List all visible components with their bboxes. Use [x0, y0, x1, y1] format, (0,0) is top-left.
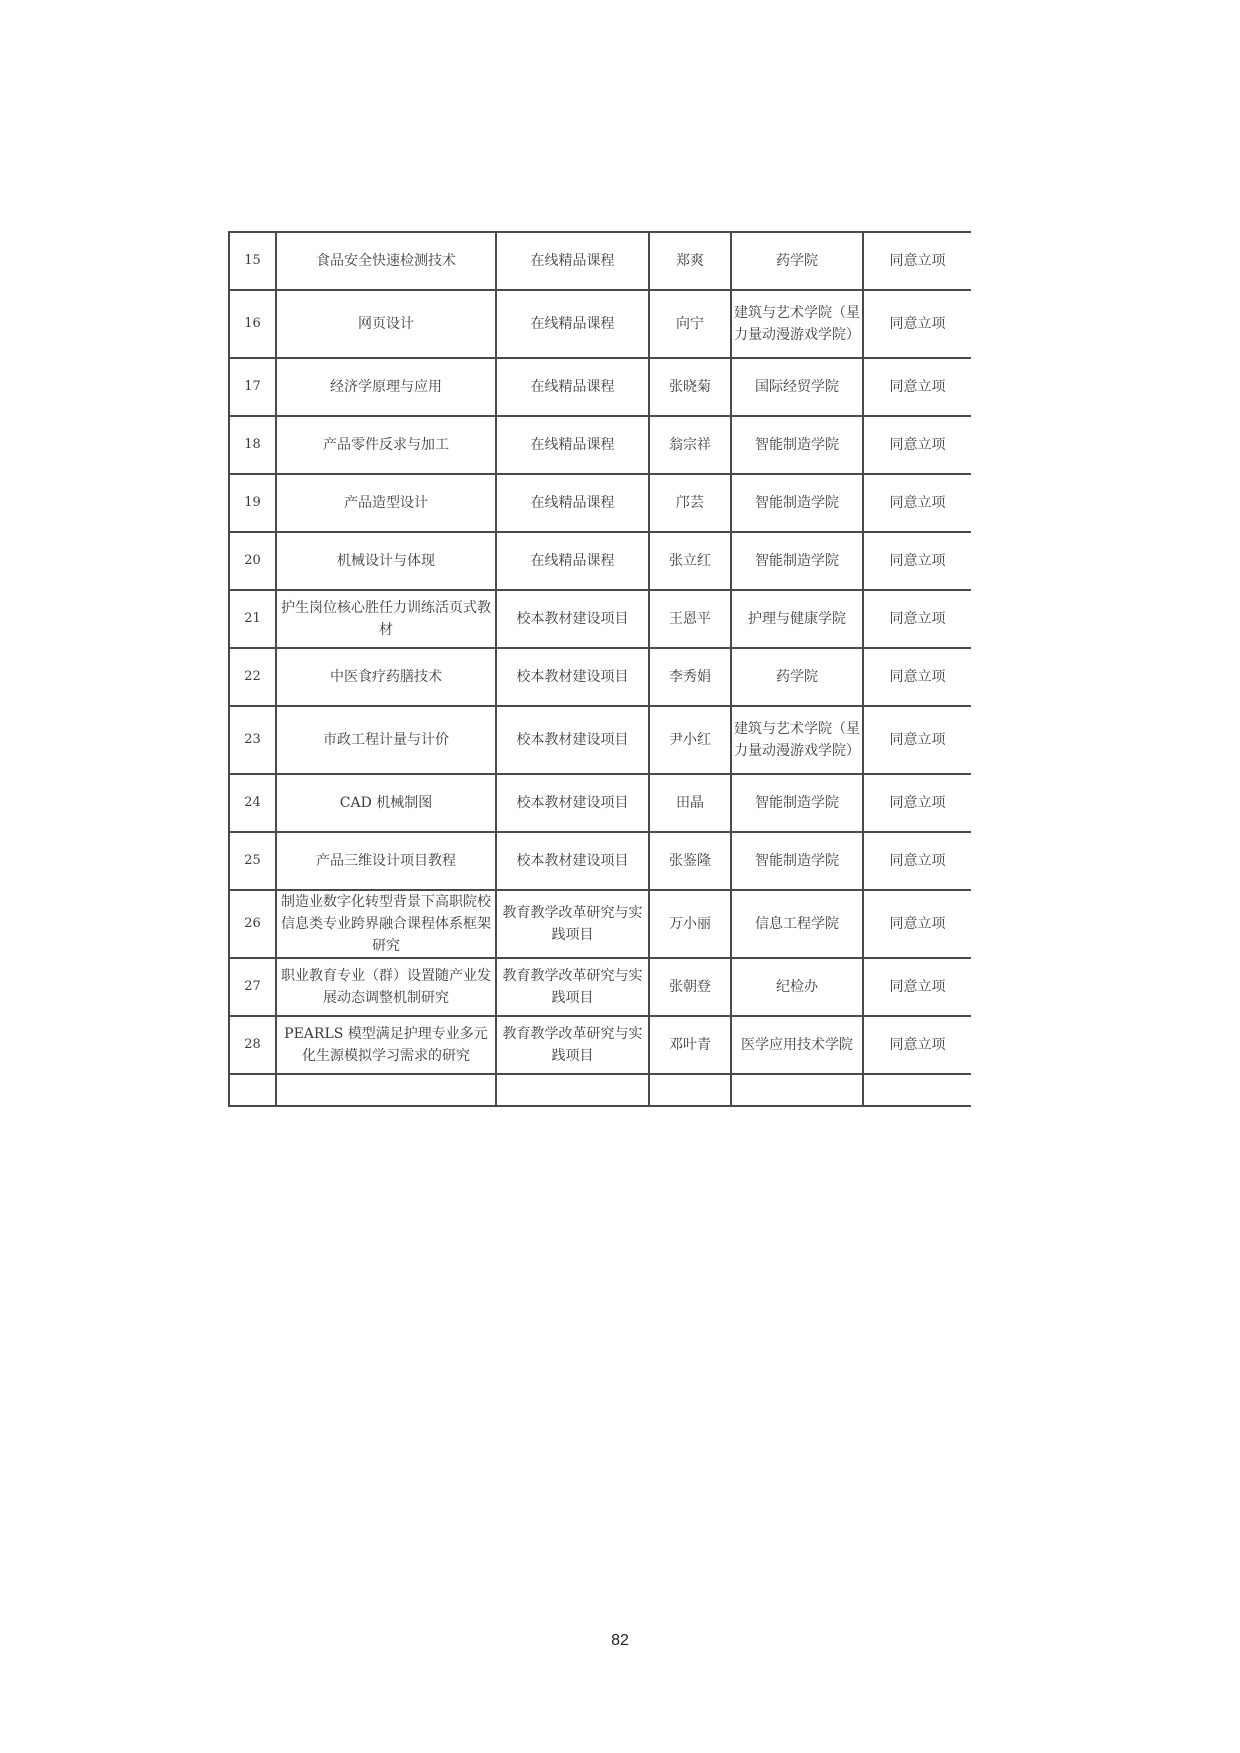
cell-leader: 张鉴隆	[649, 832, 731, 890]
cell-number: 19	[229, 474, 276, 532]
cutoff-cell	[496, 1074, 649, 1106]
cell-number: 21	[229, 590, 276, 648]
table-body	[229, 232, 971, 1106]
cell-department: 建筑与艺术学院（星力量动漫游戏学院）	[731, 706, 863, 774]
page-number: 82	[611, 1632, 629, 1649]
table-row	[229, 774, 971, 832]
cell-result: 同意立项	[863, 474, 971, 532]
cell-project-type: 在线精品课程	[496, 232, 649, 290]
cell-leader: 张立红	[649, 532, 731, 590]
cutoff-cell	[863, 1074, 971, 1106]
table-row	[229, 474, 971, 532]
table-row	[229, 532, 971, 590]
cell-leader: 尹小红	[649, 706, 731, 774]
cell-leader: 万小丽	[649, 890, 731, 958]
table-row	[229, 890, 971, 958]
cell-project-name: CAD 机械制图	[276, 774, 496, 832]
cell-number: 26	[229, 890, 276, 958]
cell-department: 药学院	[731, 648, 863, 706]
cell-leader: 李秀娟	[649, 648, 731, 706]
cell-leader: 张晓菊	[649, 358, 731, 416]
cell-leader: 王恩平	[649, 590, 731, 648]
cell-project-name: 产品零件反求与加工	[276, 416, 496, 474]
table-row	[229, 590, 971, 648]
cutoff-cell	[649, 1074, 731, 1106]
cell-project-type: 在线精品课程	[496, 290, 649, 358]
cell-project-type: 教育教学改革研究与实践项目	[496, 890, 649, 958]
cell-project-name: 护生岗位核心胜任力训练活页式教材	[276, 590, 496, 648]
cell-number: 20	[229, 532, 276, 590]
cell-result: 同意立项	[863, 774, 971, 832]
cell-number: 25	[229, 832, 276, 890]
table-row	[229, 648, 971, 706]
cell-project-type: 在线精品课程	[496, 474, 649, 532]
cell-project-type: 教育教学改革研究与实践项目	[496, 958, 649, 1016]
cell-number: 15	[229, 232, 276, 290]
cell-project-name: 机械设计与体现	[276, 532, 496, 590]
table-row	[229, 832, 971, 890]
cutoff-cell	[229, 1074, 276, 1106]
cell-result: 同意立项	[863, 958, 971, 1016]
project-table-container	[228, 231, 971, 1107]
cell-project-type: 校本教材建设项目	[496, 774, 649, 832]
table-row	[229, 358, 971, 416]
cell-number: 27	[229, 958, 276, 1016]
cell-project-type: 校本教材建设项目	[496, 590, 649, 648]
cell-department: 药学院	[731, 232, 863, 290]
cell-project-name: 经济学原理与应用	[276, 358, 496, 416]
cell-project-name: PEARLS 模型满足护理专业多元化生源模拟学习需求的研究	[276, 1016, 496, 1074]
cell-department: 智能制造学院	[731, 416, 863, 474]
cell-project-name: 食品安全快速检测技术	[276, 232, 496, 290]
cell-number: 28	[229, 1016, 276, 1074]
cell-result: 同意立项	[863, 416, 971, 474]
cell-department: 信息工程学院	[731, 890, 863, 958]
cell-result: 同意立项	[863, 290, 971, 358]
cell-leader: 郑爽	[649, 232, 731, 290]
cell-project-name: 网页设计	[276, 290, 496, 358]
cell-project-type: 在线精品课程	[496, 358, 649, 416]
cell-result: 同意立项	[863, 232, 971, 290]
table-row	[229, 232, 971, 290]
cell-leader: 翁宗祥	[649, 416, 731, 474]
cell-result: 同意立项	[863, 832, 971, 890]
cell-leader: 邝芸	[649, 474, 731, 532]
cell-number: 23	[229, 706, 276, 774]
cell-department: 纪检办	[731, 958, 863, 1016]
project-approval-table	[228, 231, 971, 1107]
cell-leader: 田晶	[649, 774, 731, 832]
cell-department: 医学应用技术学院	[731, 1016, 863, 1074]
cell-number: 22	[229, 648, 276, 706]
cell-project-name: 中医食疗药膳技术	[276, 648, 496, 706]
cell-leader: 邓叶青	[649, 1016, 731, 1074]
table-row	[229, 416, 971, 474]
cell-number: 24	[229, 774, 276, 832]
cell-department: 护理与健康学院	[731, 590, 863, 648]
cell-project-type: 教育教学改革研究与实践项目	[496, 1016, 649, 1074]
cell-project-name: 产品造型设计	[276, 474, 496, 532]
cell-department: 智能制造学院	[731, 532, 863, 590]
cell-project-type: 校本教材建设项目	[496, 648, 649, 706]
cell-department: 智能制造学院	[731, 474, 863, 532]
table-row-cutoff	[229, 1074, 971, 1106]
cell-result: 同意立项	[863, 532, 971, 590]
cell-number: 18	[229, 416, 276, 474]
table-row	[229, 290, 971, 358]
cutoff-cell	[731, 1074, 863, 1106]
cutoff-cell	[276, 1074, 496, 1106]
cell-result: 同意立项	[863, 1016, 971, 1074]
cell-result: 同意立项	[863, 358, 971, 416]
cell-number: 16	[229, 290, 276, 358]
cell-department: 智能制造学院	[731, 774, 863, 832]
table-row	[229, 958, 971, 1016]
cell-project-type: 校本教材建设项目	[496, 832, 649, 890]
cell-project-type: 校本教材建设项目	[496, 706, 649, 774]
cell-project-name: 市政工程计量与计价	[276, 706, 496, 774]
cell-project-name: 职业教育专业（群）设置随产业发展动态调整机制研究	[276, 958, 496, 1016]
cell-result: 同意立项	[863, 706, 971, 774]
cell-result: 同意立项	[863, 890, 971, 958]
cell-project-name: 制造业数字化转型背景下高职院校信息类专业跨界融合课程体系框架研究	[276, 890, 496, 958]
cell-result: 同意立项	[863, 648, 971, 706]
cell-project-type: 在线精品课程	[496, 532, 649, 590]
table-row	[229, 1016, 971, 1074]
table-row	[229, 706, 971, 774]
cell-leader: 张朝登	[649, 958, 731, 1016]
cell-department: 国际经贸学院	[731, 358, 863, 416]
cell-result: 同意立项	[863, 590, 971, 648]
cell-department: 建筑与艺术学院（星力量动漫游戏学院）	[731, 290, 863, 358]
cell-department: 智能制造学院	[731, 832, 863, 890]
cell-leader: 向宁	[649, 290, 731, 358]
cell-project-name: 产品三维设计项目教程	[276, 832, 496, 890]
cell-project-type: 在线精品课程	[496, 416, 649, 474]
cell-number: 17	[229, 358, 276, 416]
